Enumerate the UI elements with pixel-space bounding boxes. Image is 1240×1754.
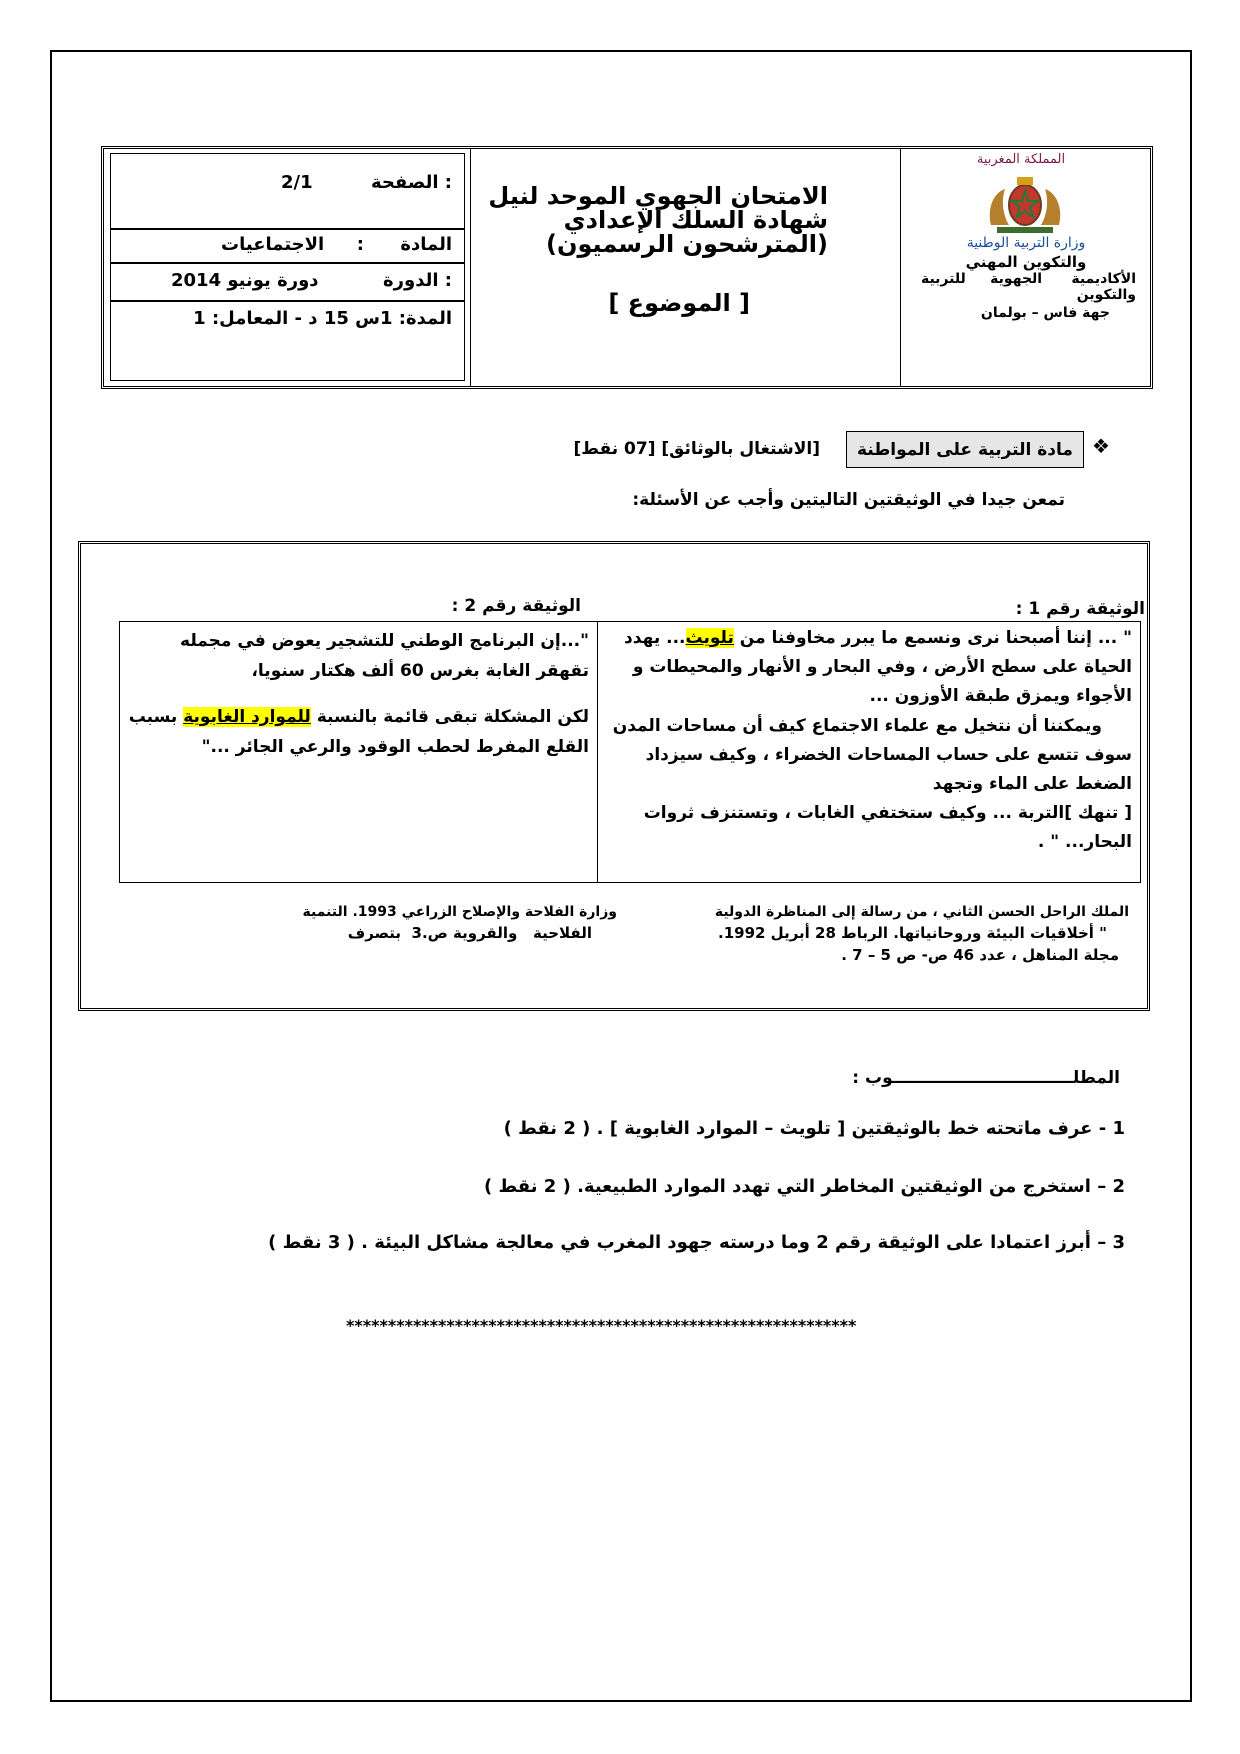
subject-value: الاجتماعيات <box>221 234 325 255</box>
doc2-source-line2: الفلاحية والقروية ص.3 بتصرف <box>347 924 592 942</box>
kingdom-label: المملكة المغربية <box>976 152 1066 167</box>
question-1: 1 - عرف ماتحته خط بالوثيقتين [ تلويث – الموارد الغابوية ] . ( 2 نقط ) <box>503 1118 1125 1139</box>
doc1-source-line3: مجلة المناهل ، عدد 46 ص- ص 5 – 7 . <box>841 946 1119 964</box>
question-2: 2 – استخرج من الوثيقتين المخاطر التي تهدد الموارد الطبيعية. ( 2 نقط ) <box>484 1176 1125 1197</box>
subject-tag: [ الموضوع ] <box>608 289 750 317</box>
subject-label: المادة <box>400 234 452 255</box>
authority-column <box>901 149 1150 386</box>
instruction-text: تمعن جيدا في الوثيقتين التاليتين وأجب عن الأسئلة: <box>632 490 1065 510</box>
region-label: جهة فاس – بولمان <box>980 305 1110 321</box>
section-task: [الاشتغال بالوثائق] [07 نقط] <box>573 439 820 459</box>
duration-cell <box>110 301 465 381</box>
exam-title-line3: (المترشحون الرسميون) <box>546 230 828 258</box>
section-bullet-icon: ❖ <box>1092 434 1110 458</box>
duration-text: المدة: 1س 15 د - المعامل: 1 <box>193 308 452 329</box>
page-number-cell <box>110 153 465 229</box>
doc1-paragraph2: ويمكننا أن نتخيل مع علماء الاجتماع كيف أن مساحات المدن سوف تتسع على حساب المساحات الخضراء ، وكيف سيزداد الضغط على الماء وتجهد <box>612 716 1132 794</box>
doc1-paragraph3: [ تنهك ]التربة ... وكيف ستختفي الغابات ، وتستنزف ثروات البحار... " . <box>643 803 1132 852</box>
page-value: 2/1 <box>281 172 313 193</box>
end-separator: ************************************************************* <box>346 1316 857 1335</box>
doc1-source-line1: الملك الراحل الحسن الثاني ، من رسالة إلى المناظرة الدولية <box>714 904 1129 920</box>
exam-title-line1: الامتحان الجهوي الموحد لنيل <box>488 182 828 210</box>
documents-table <box>119 621 1141 883</box>
ministry-line1: وزارة التربية الوطنية <box>966 235 1086 251</box>
session-cell <box>110 263 465 301</box>
page-label: الصفحة : <box>371 172 452 193</box>
exam-title-column <box>471 149 901 386</box>
session-value: دورة يونيو 2014 <box>171 270 319 291</box>
academy-line2: والتكوين <box>1076 287 1136 303</box>
doc1-paragraph1: " ... إننا أصبحنا نرى ونسمع ما يبرر مخاوفنا من تلويث... يهدد الحياة على سطح الأرض ، وفي البحار و الأنهار والمحيطات و الأجواء ويمزق طبقة الأوزون ... <box>624 628 1132 706</box>
doc1-source-line2: " أخلاقيات البيئة وروحانياتها. الرباط 28 أبريل 1992. <box>718 924 1107 942</box>
session-label: الدورة : <box>383 270 452 291</box>
doc1-label: الوثيقة رقم 1 : <box>1015 599 1145 619</box>
doc2-label: الوثيقة رقم 2 : <box>451 596 581 616</box>
highlight-forest-resources: للموارد الغابوية <box>183 707 311 727</box>
exam-header <box>101 146 1153 389</box>
questions-heading: المطلـــــــــــــــــــــــــــــــوب : <box>852 1068 1120 1088</box>
academy-line1: الأكاديمية الجهوية للتربية <box>920 271 1136 287</box>
exam-info-column <box>104 149 471 386</box>
exam-title-line2: شهادة السلك الإعدادي <box>563 206 828 234</box>
question-3: 3 – أبرز اعتمادا على الوثيقة رقم 2 وما درسته جهود المغرب في معالجة مشاكل البيئة . ( 3 نقط ) <box>268 1232 1125 1253</box>
highlight-pollution: تلويث <box>685 628 734 648</box>
documents-box <box>78 541 1150 1011</box>
ministry-line2: والتكوين المهني <box>965 253 1087 271</box>
doc1-cell <box>598 622 1140 882</box>
section-title: مادة التربية على المواطنة <box>846 431 1084 468</box>
subject-colon: : <box>356 234 364 255</box>
coat-of-arms-emblem <box>983 171 1067 235</box>
doc2-paragraph1: "...إن البرنامج الوطني للتشجير يعوض في مجمله تقهقر الغابة بغرس 60 ألف هكتار سنويا، <box>180 631 589 681</box>
doc2-paragraph2: لكن المشكلة تبقى قائمة بالنسبة للموارد الغابوية بسبب القلع المفرط لحطب الوقود والرعي الجائر ..." <box>128 707 589 757</box>
doc2-cell <box>120 622 598 882</box>
subject-cell <box>110 229 465 263</box>
doc2-source-line1: وزارة الفلاحة والإصلاح الزراعي 1993. التنمية <box>302 904 617 920</box>
